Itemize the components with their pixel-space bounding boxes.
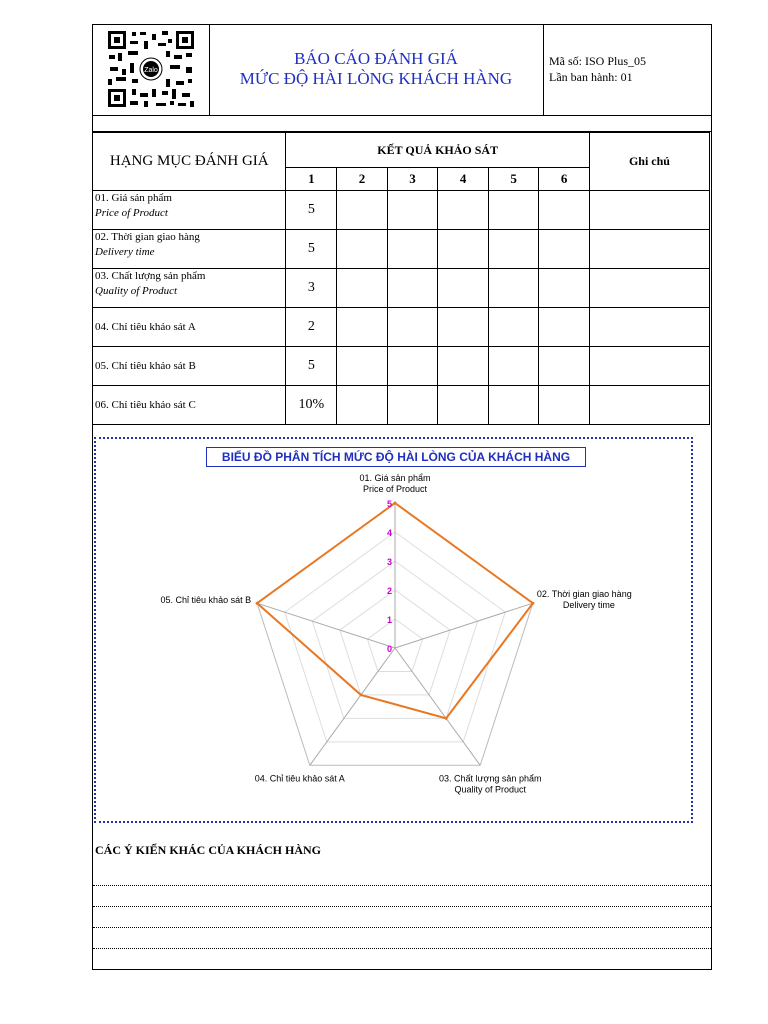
category-cell: 04. Chỉ tiêu khảo sát A [93, 308, 286, 347]
radar-tick-label: 4 [386, 528, 392, 538]
chart-title: BIỂU ĐỒ PHÂN TÍCH MỨC ĐỘ HÀI LÒNG CỦA KHÁCH HÀNG [206, 447, 586, 467]
radar-axis-sublabel: Delivery time [562, 600, 615, 611]
category-vi: 02. Thời gian giao hàng [95, 231, 200, 243]
title-line-2: MỨC ĐỘ HÀI LÒNG KHÁCH HÀNG [239, 69, 513, 88]
report-frame [92, 24, 712, 970]
radar-data-point [394, 502, 397, 505]
column-header: 2 [337, 168, 388, 191]
radar-data-point [256, 602, 259, 605]
comment-line[interactable] [93, 927, 711, 928]
column-header: 6 [539, 168, 590, 191]
radar-axis-sublabel: Quality of Product [454, 784, 527, 795]
radar-axis-label: 05. Chỉ tiêu khảo sát B [160, 595, 252, 606]
category-en: Delivery time [95, 246, 155, 258]
radar-data-point [445, 717, 448, 720]
report-title [209, 25, 544, 115]
radar-axis-sublabel: Price of Product [362, 484, 428, 494]
column-header: 4 [438, 168, 489, 191]
table-row [93, 230, 710, 269]
category-en: Quality of Product [95, 285, 178, 297]
note-cell [589, 191, 709, 230]
column-header: 5 [488, 168, 539, 191]
score-cell: 5 [286, 347, 337, 386]
category-header: HẠNG MỤC ĐÁNH GIÁ [93, 133, 286, 191]
issue-number: Lần ban hành: 01 [549, 70, 633, 84]
category-cell: 06. Chỉ tiêu khảo sát C [93, 386, 286, 425]
table-row [93, 386, 710, 425]
radar-axis-line [257, 603, 395, 648]
svg-text:Zalo: Zalo [144, 67, 158, 74]
category-vi: 03. Chất lượng sản phẩm [95, 270, 206, 282]
radar-axis-label: 04. Chỉ tiêu khảo sát A [254, 773, 345, 784]
radar-axis-label: 02. Thời gian giao hàng [536, 589, 632, 600]
category-vi: 01. Giá sản phẩm [95, 192, 172, 204]
category-cell [93, 230, 286, 269]
category-cell [93, 191, 286, 230]
score-cell: 3 [286, 269, 337, 308]
radar-tick-label: 3 [386, 557, 392, 567]
radar-tick-label: 2 [386, 586, 392, 596]
column-header: 3 [387, 168, 438, 191]
radar-tick-label: 1 [386, 615, 392, 625]
score-cell: 5 [286, 230, 337, 269]
note-cell [589, 230, 709, 269]
title-line-1: BÁO CÁO ĐÁNH GIÁ [294, 49, 458, 68]
radar-axis-line [395, 603, 533, 648]
qr-code-icon [106, 29, 196, 109]
table-row [93, 308, 710, 347]
radar-axis-label: 01. Giá sản phẩm [359, 473, 431, 483]
table-row [93, 191, 710, 230]
radar-axis-line [395, 648, 480, 765]
document-meta [549, 53, 646, 85]
column-header: 1 [286, 168, 337, 191]
category-cell [93, 269, 286, 308]
radar-data-point [531, 602, 534, 605]
score-cell: 5 [286, 191, 337, 230]
score-cell: 2 [286, 308, 337, 347]
table-row [93, 347, 710, 386]
radar-tick-label: 5 [386, 499, 392, 509]
survey-results-table [92, 132, 710, 425]
comment-line[interactable] [93, 948, 711, 949]
category-cell: 05. Chỉ tiêu khảo sát B [93, 347, 286, 386]
results-header: KẾT QUẢ KHẢO SÁT [286, 133, 589, 168]
radar-axis-line [310, 648, 395, 765]
radar-chart-box [94, 437, 693, 823]
category-en: Price of Product [95, 207, 168, 219]
comments-heading: CÁC Ý KIẾN KHÁC CỦA KHÁCH HÀNG [95, 843, 322, 857]
radar-data-point [359, 693, 362, 696]
comment-line[interactable] [93, 906, 711, 907]
note-cell [589, 386, 709, 425]
note-cell [589, 347, 709, 386]
spacer-row [93, 115, 711, 132]
comment-line[interactable] [93, 885, 711, 886]
score-cell: 10% [286, 386, 337, 425]
note-cell [589, 308, 709, 347]
radar-axis-label: 03. Chất lượng sản phẩm [438, 773, 542, 784]
qr-code-cell [93, 25, 210, 115]
notes-header: Ghi chú [589, 133, 709, 191]
note-cell [589, 269, 709, 308]
report-header [93, 25, 711, 116]
radar-tick-label: 0 [386, 644, 392, 654]
document-code: Mã số: ISO Plus_05 [549, 54, 647, 68]
radar-chart [96, 439, 691, 821]
table-row [93, 269, 710, 308]
